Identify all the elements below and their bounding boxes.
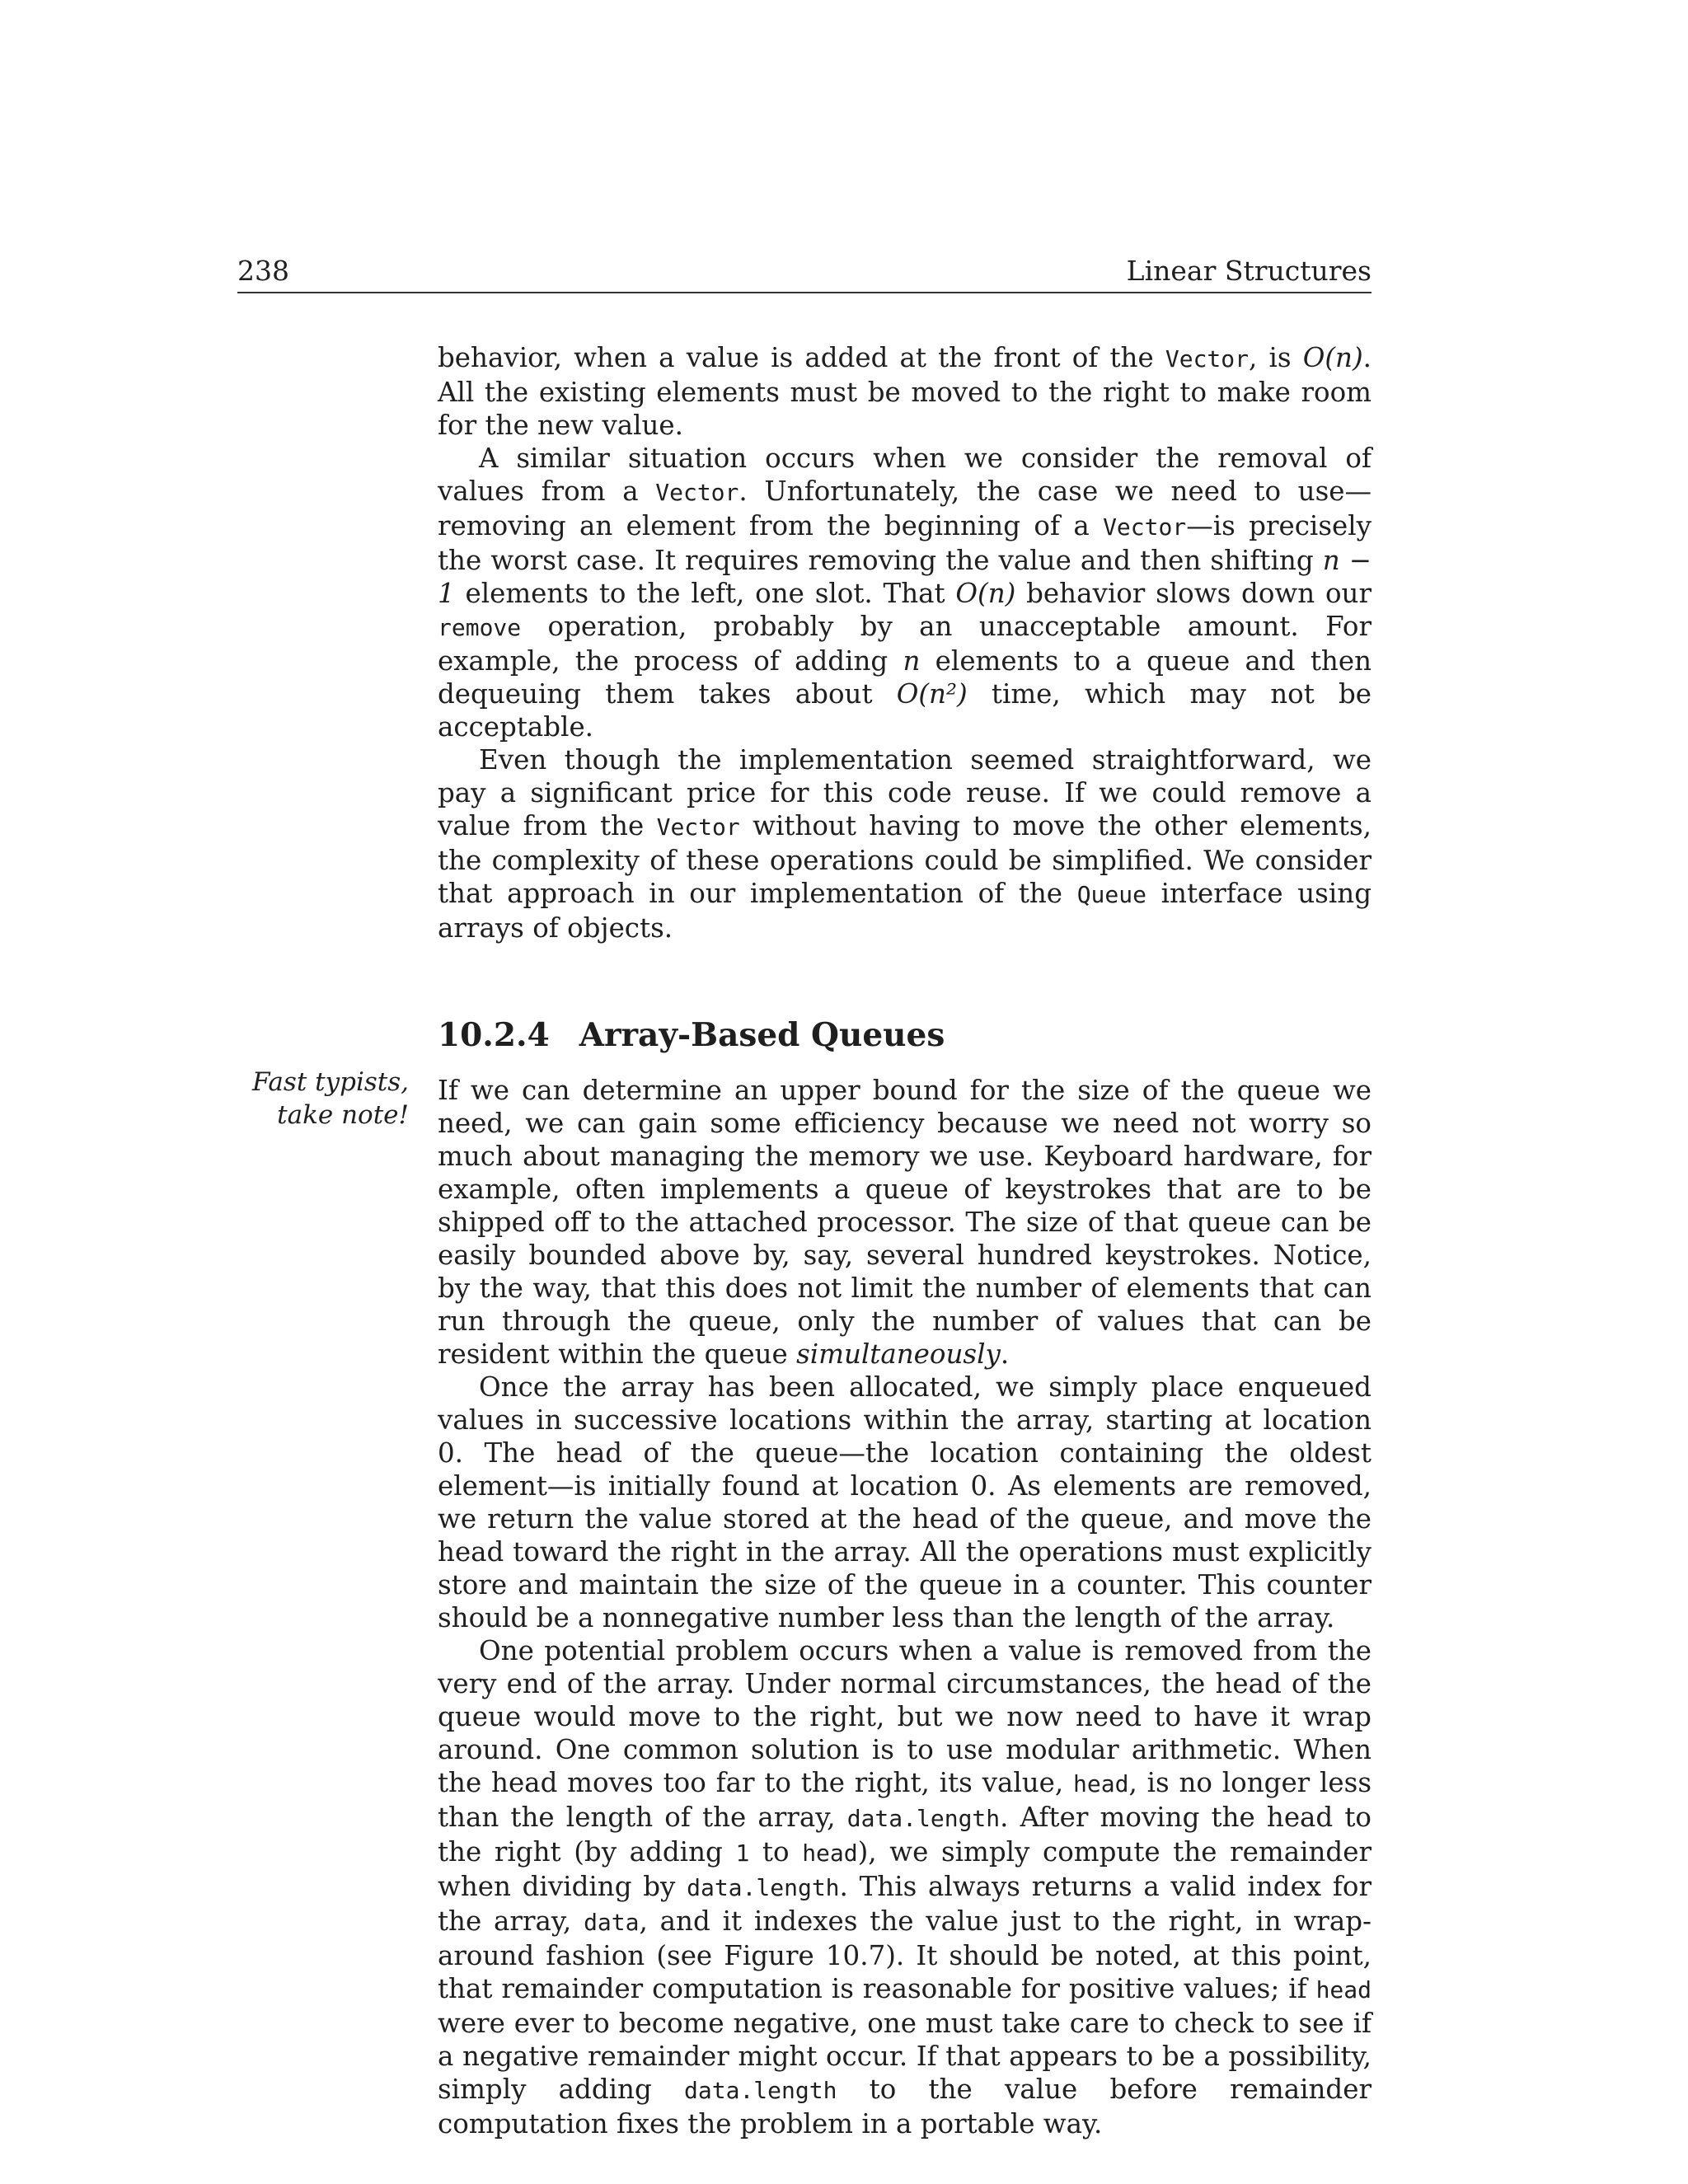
code-vector: Vector	[655, 479, 739, 506]
math-o-n: O(n)	[1302, 342, 1363, 373]
code-vector: Vector	[656, 813, 740, 841]
text-run: elements to the left, one slot. That	[454, 578, 956, 609]
text-run: , is	[1249, 342, 1303, 373]
text-run: were ever to become negative, one must take care to check to see if a negative remainder might occur. If that appears to be a possibility, simply adding	[438, 2008, 1372, 2105]
section-title: Array-Based Queues	[579, 1016, 945, 1054]
text-run: Even though the implementation seemed straightforward, we pay a significant price for this code reuse. If we could remove a value from the	[438, 744, 1372, 841]
paragraph-2	[438, 442, 1372, 743]
text-run: . After moving the head to the right (by adding	[438, 1802, 1372, 1868]
code-vector: Vector	[1103, 513, 1187, 541]
code-head: head	[1073, 1770, 1129, 1797]
text-run: ), we simply compute the remainder when dividing by	[438, 1836, 1372, 1902]
text-run: . This always returns a valid index for the array,	[438, 1871, 1372, 1937]
code-data: data	[584, 1909, 640, 1936]
text-run: Once the array has been allocated, we simply place enqueued values in successive locations within the array, starting at location 0. The head of the queue—the location containing the oldest element—is initially found at location 0. As elements are removed, we return the value stored at the head of the queue, and move the head toward the right in the array. All the operations must explicitly store and maintain the size of the queue in a counter. This counter should be a nonnegative number less than the length of the array.	[438, 1371, 1372, 1633]
text-run: . Unfortunately, the case we need to use—removing an element from the beginning of a	[438, 476, 1372, 541]
paragraph-6	[438, 1634, 1372, 2140]
text-run: to	[749, 1836, 803, 1868]
paragraph-1	[438, 341, 1372, 442]
margin-note-line-1: Fast typists,	[252, 1067, 409, 1097]
code-data-length: data.length	[684, 2077, 837, 2104]
math-n-minus-1: n − 1	[438, 545, 1372, 609]
text-run: , and it indexes the value just to the right, in wrap-around fashion (see Figure 10.7). It should be noted, at this point, that remainder computation is reasonable for positive values; if	[438, 1905, 1372, 2004]
code-vector: Vector	[1165, 345, 1250, 373]
text-run: to the value before remainder computation fixes the problem in a portable way.	[438, 2074, 1372, 2139]
text-run: behavior, when a value is added at the front of the	[438, 342, 1165, 373]
emphasis-simultaneously: simultaneously	[796, 1338, 1001, 1370]
text-run: A similar situation occurs when we consider the removal of values from a	[438, 443, 1372, 507]
text-run: time, which may not be acceptable.	[438, 678, 1372, 743]
text-run: behavior slows down our	[1015, 578, 1372, 609]
code-data-length: data.length	[846, 1805, 1001, 1832]
paragraph-5	[438, 1371, 1372, 1634]
code-head: head	[802, 1840, 858, 1867]
text-run: —is precisely the worst case. It requires removing the value and then shifting	[438, 510, 1372, 576]
section-heading	[438, 1015, 1372, 1056]
code-queue: Queue	[1076, 881, 1146, 908]
text-run: One potential problem occurs when a value is removed from the very end of the array. Under normal circumstances, the head of the queue would move to the right, but we now need to have it wrap around. One common solution is to use modular arithmetic. When the head moves too far to the right, its value,	[438, 1635, 1372, 1798]
text-run: elements to a queue and then dequeuing them takes about	[438, 645, 1372, 710]
text-run: .	[1000, 1338, 1010, 1370]
text-run: If we can determine an upper bound for the size of the queue we need, we can gain some efficiency because we need not worry so much about managing the memory we use. Keyboard hardware, for example, often implements a queue of keystrokes that are to be shipped off to the attached processor. The size of that queue can be easily bounded above by, say, several hundred keystrokes. Notice, by the way, that this does not limit the number of elements that can run through the queue, only the number of values that can be resident within the queue	[438, 1075, 1372, 1370]
body-text	[438, 341, 1372, 2140]
running-head: Linear Structures	[1126, 255, 1372, 287]
math-n: n	[903, 645, 921, 677]
section-number: 10.2.4	[438, 1016, 550, 1054]
code-remove: remove	[438, 614, 522, 641]
text-run: . All the existing elements must be moved to the right to make room for the new value.	[438, 342, 1372, 441]
code-one: 1	[735, 1840, 750, 1867]
page-header	[237, 252, 1372, 293]
paragraph-4	[438, 1074, 1372, 1371]
text-run: operation, probably by an unacceptable amount. For example, the process of adding	[438, 611, 1372, 677]
page-number: 238	[237, 255, 289, 287]
margin-note-line-2: take note!	[277, 1100, 409, 1130]
text-run: without having to move the other elements, the complexity of these operations could be simplified. We consider that approach in our implementation of the	[438, 810, 1372, 909]
text-run: , is no longer less than the length of the array,	[438, 1767, 1372, 1833]
math-o-n: O(n)	[955, 578, 1016, 609]
text-run: interface using arrays of objects.	[438, 878, 1372, 944]
code-head: head	[1315, 1976, 1372, 2004]
code-data-length: data.length	[687, 1874, 840, 1901]
paragraph-3	[438, 743, 1372, 944]
margin-note	[237, 1066, 409, 1132]
math-o-n-squared: O(n²)	[896, 678, 968, 710]
